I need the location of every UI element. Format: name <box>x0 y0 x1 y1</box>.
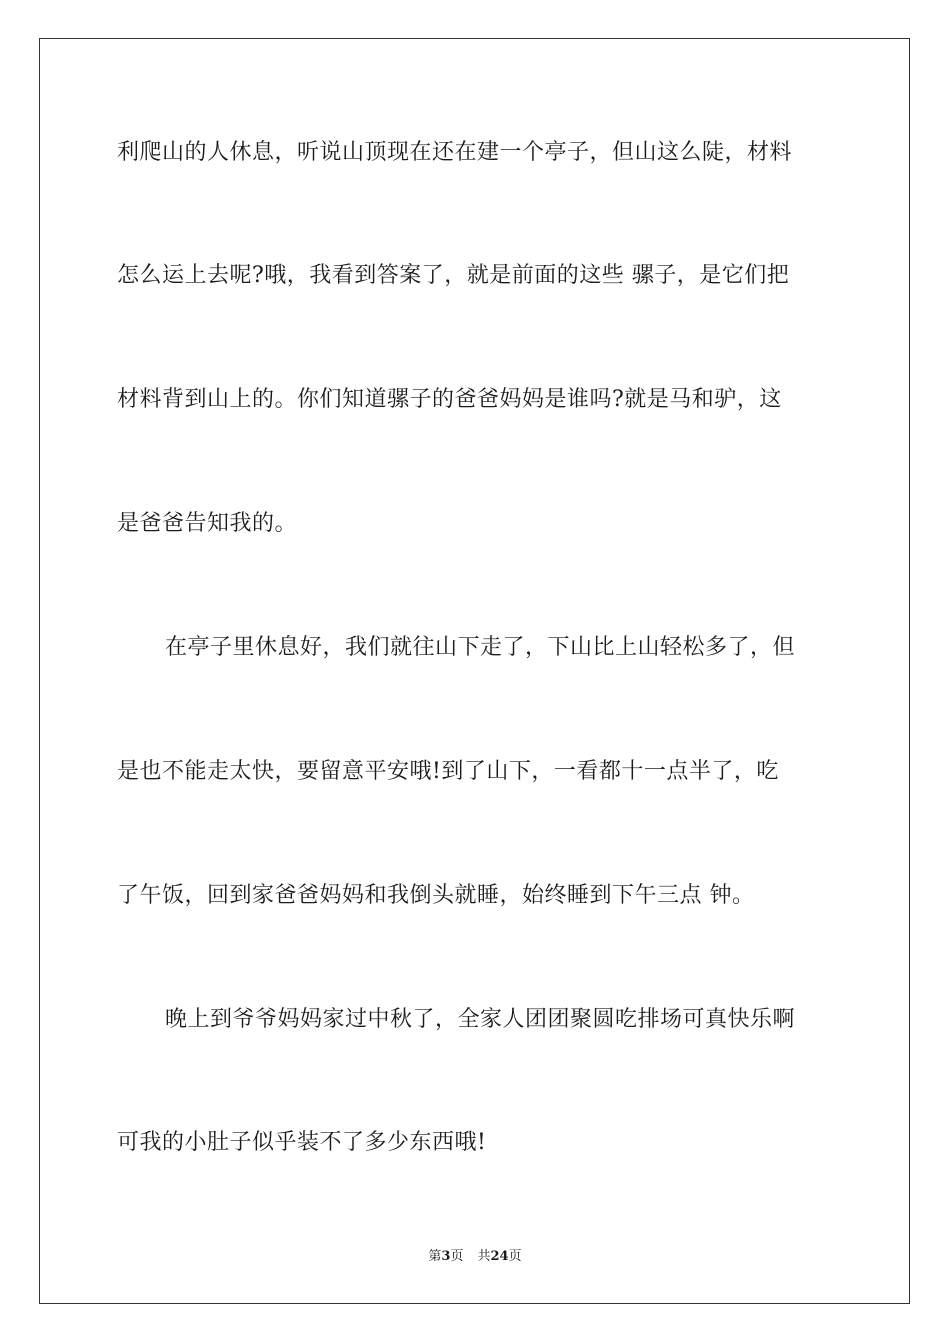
text-line: 利爬山的人休息，听说山顶现在还在建一个亭子，但山这么陡，材料 <box>117 140 793 165</box>
page-label-prefix: 第 <box>428 1249 442 1264</box>
text-line: 材料背到山上的。你们知道骡子的爸爸妈妈是谁吗?就是马和驴，这 <box>117 387 782 412</box>
text-line: 是爸爸告知我的。 <box>117 511 298 536</box>
page-border <box>39 38 910 1304</box>
text-line: 可我的小肚子似乎装不了多少东西哦! <box>117 1130 487 1155</box>
page-label-suffix: 页 <box>450 1249 464 1264</box>
paragraph-first-line: 在亭子里休息好，我们就往山下走了，下山比上山轻松多了，但 <box>165 635 796 660</box>
paragraph-first-line: 晚上到爷爷妈妈家过中秋了，全家人团团聚圆吃排场可真快乐啊 <box>165 1007 796 1032</box>
text-line: 了午饭，回到家爸爸妈妈和我倒头就睡，始终睡到下午三点 钟。 <box>117 883 755 908</box>
total-label-prefix: 共 <box>477 1249 491 1264</box>
text-line: 是也不能走太快，要留意平安哦!到了山下，一看都十一点半了，吃 <box>117 759 779 784</box>
text-line: 怎么运上去呢?哦，我看到答案了，就是前面的这些 骡子，是它们把 <box>117 263 790 288</box>
total-pages: 24 <box>490 1249 509 1264</box>
page-number: 3 <box>441 1249 451 1264</box>
total-label-suffix: 页 <box>508 1249 522 1264</box>
page-footer <box>0 1247 950 1267</box>
